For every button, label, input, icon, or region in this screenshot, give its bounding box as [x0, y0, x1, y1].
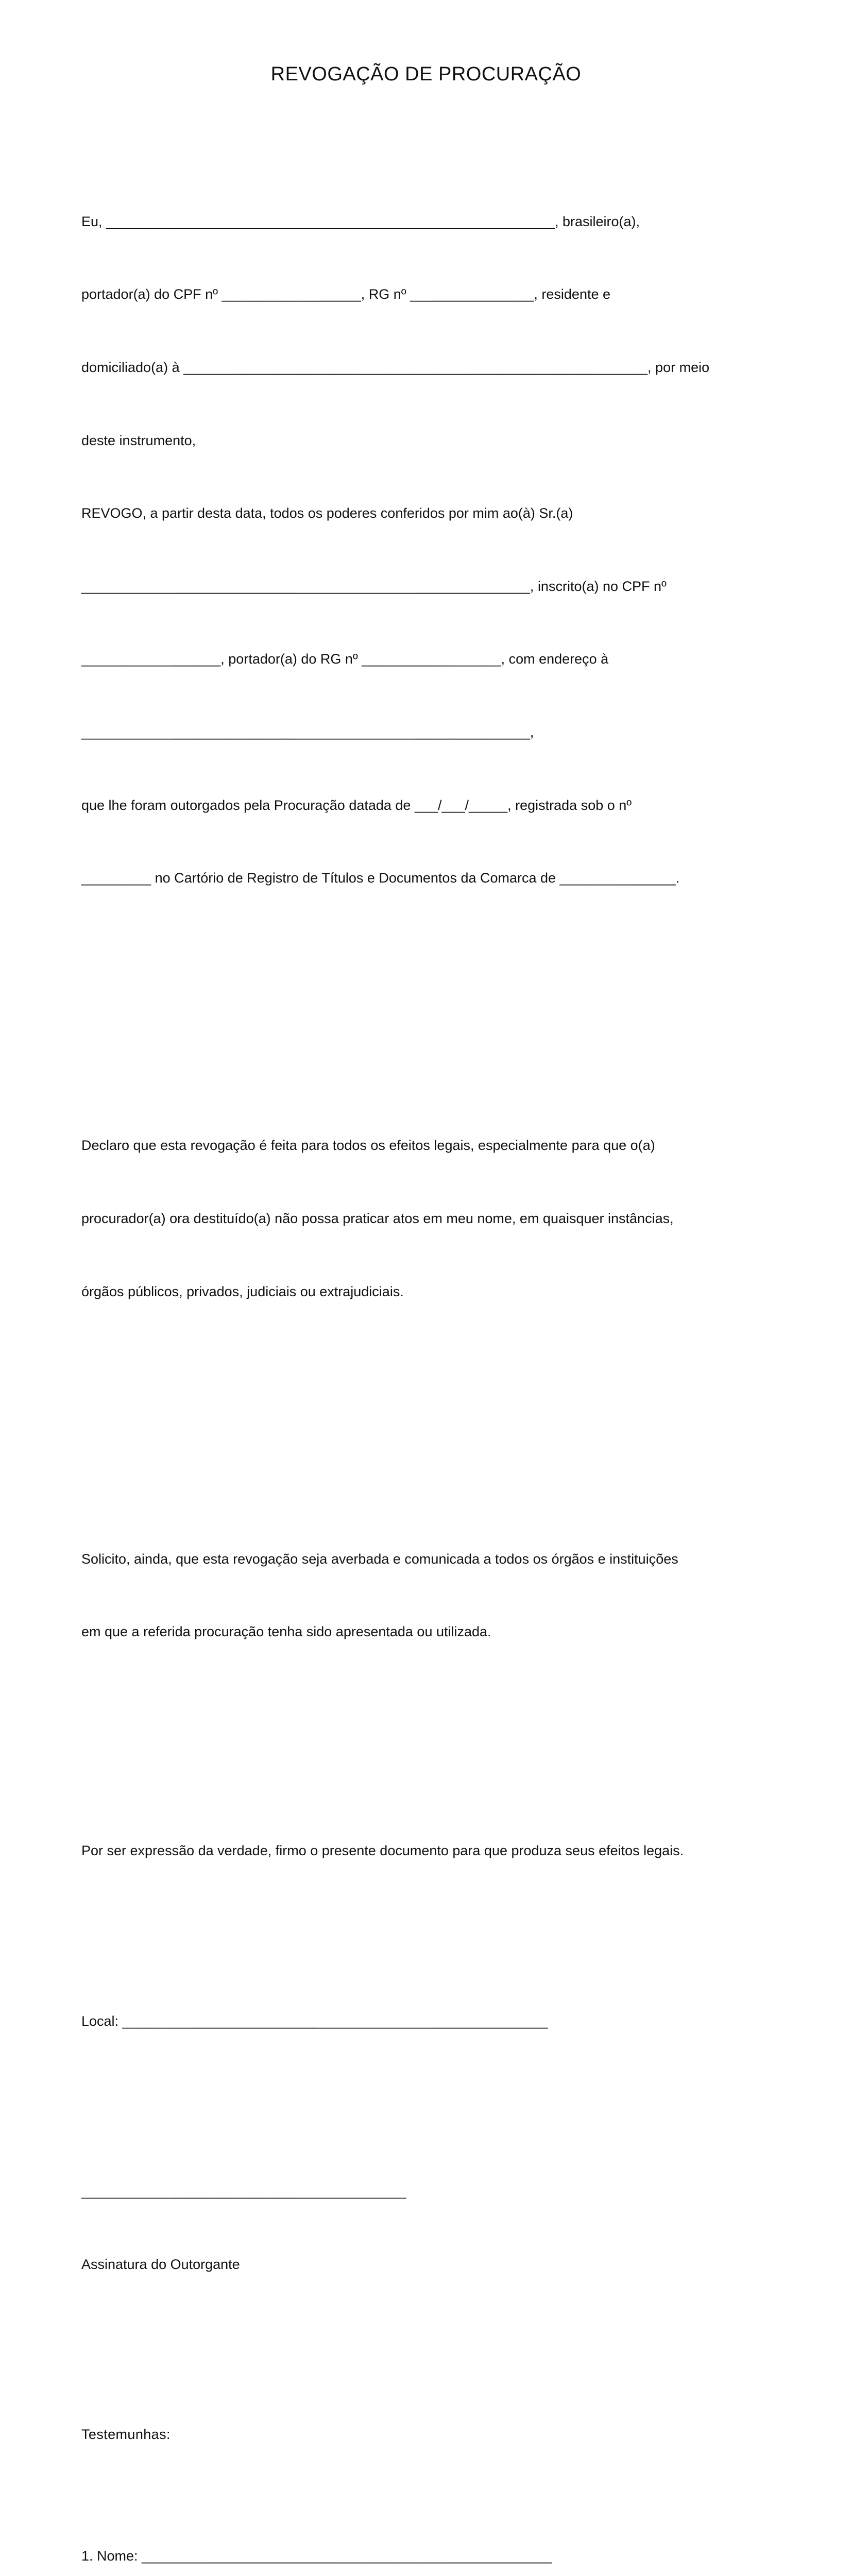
document-body — [81, 112, 803, 2576]
text-line: _________ no Cartório de Registro de Títulos e Documentos da Comarca de _______________. — [81, 866, 803, 890]
text-line: domiciliado(a) à ____________________________________________________________, por meio — [81, 355, 803, 380]
text-line: em que a referida procuração tenha sido apresentada ou utilizada. — [81, 1620, 803, 1644]
spacer — [81, 2082, 803, 2106]
paragraph-request — [81, 1498, 803, 1693]
witness-name-field: 1. Nome: _____________________________________________________ — [81, 2544, 803, 2568]
text-line: __________________, portador(a) do RG nº __________________, com endereço à — [81, 647, 803, 671]
text-line: portador(a) do CPF nº __________________, RG nº ________________, residente e — [81, 282, 803, 307]
text-line: órgãos públicos, privados, judiciais ou extrajudiciais. — [81, 1280, 803, 1304]
text-line: deste instrumento, — [81, 429, 803, 453]
local-field: Local: _______________________________________________________ — [81, 2009, 803, 2033]
text-line: que lhe foram outorgados pela Procuração datada de ___/___/_____, registrada sob o nº — [81, 793, 803, 818]
spacer — [81, 1741, 803, 1766]
spacer — [81, 1912, 803, 1936]
text-line: __________________________________________________________, inscrito(a) no CPF nº — [81, 574, 803, 599]
witnesses-heading: Testemunhas: — [81, 2422, 803, 2447]
paragraph-revocation — [81, 161, 803, 939]
text-line: Eu, __________________________________________________________, brasileiro(a), — [81, 210, 803, 234]
signature-line: __________________________________________ — [81, 2179, 803, 2204]
text-line: Declaro que esta revogação é feita para todos os efeitos legais, especialmente para que o(a) — [81, 1133, 803, 1158]
text-line: procurador(a) ora destituído(a) não possa praticar atos em meu nome, em quaisquer instâncias, — [81, 1207, 803, 1231]
text-line: __________________________________________________________, — [81, 720, 803, 744]
signature-label: Assinatura do Outorgante — [81, 2252, 803, 2277]
spacer — [81, 1401, 803, 1426]
spacer — [81, 2325, 803, 2349]
text-line: REVOGO, a partir desta data, todos os poderes conferidos por mim ao(à) Sr.(a) — [81, 501, 803, 526]
witness-1 — [81, 2496, 803, 2576]
document-title: REVOGAÇÃO DE PROCURAÇÃO — [0, 61, 852, 88]
paragraph-truth: Por ser expressão da verdade, firmo o presente documento para que produza seus efeitos legais. — [81, 1839, 803, 1863]
text-line: Solicito, ainda, que esta revogação seja averbada e comunicada a todos os órgãos e instituições — [81, 1547, 803, 1571]
document-page — [0, 0, 852, 1205]
paragraph-declaration — [81, 1085, 803, 1352]
spacer — [81, 988, 803, 1012]
